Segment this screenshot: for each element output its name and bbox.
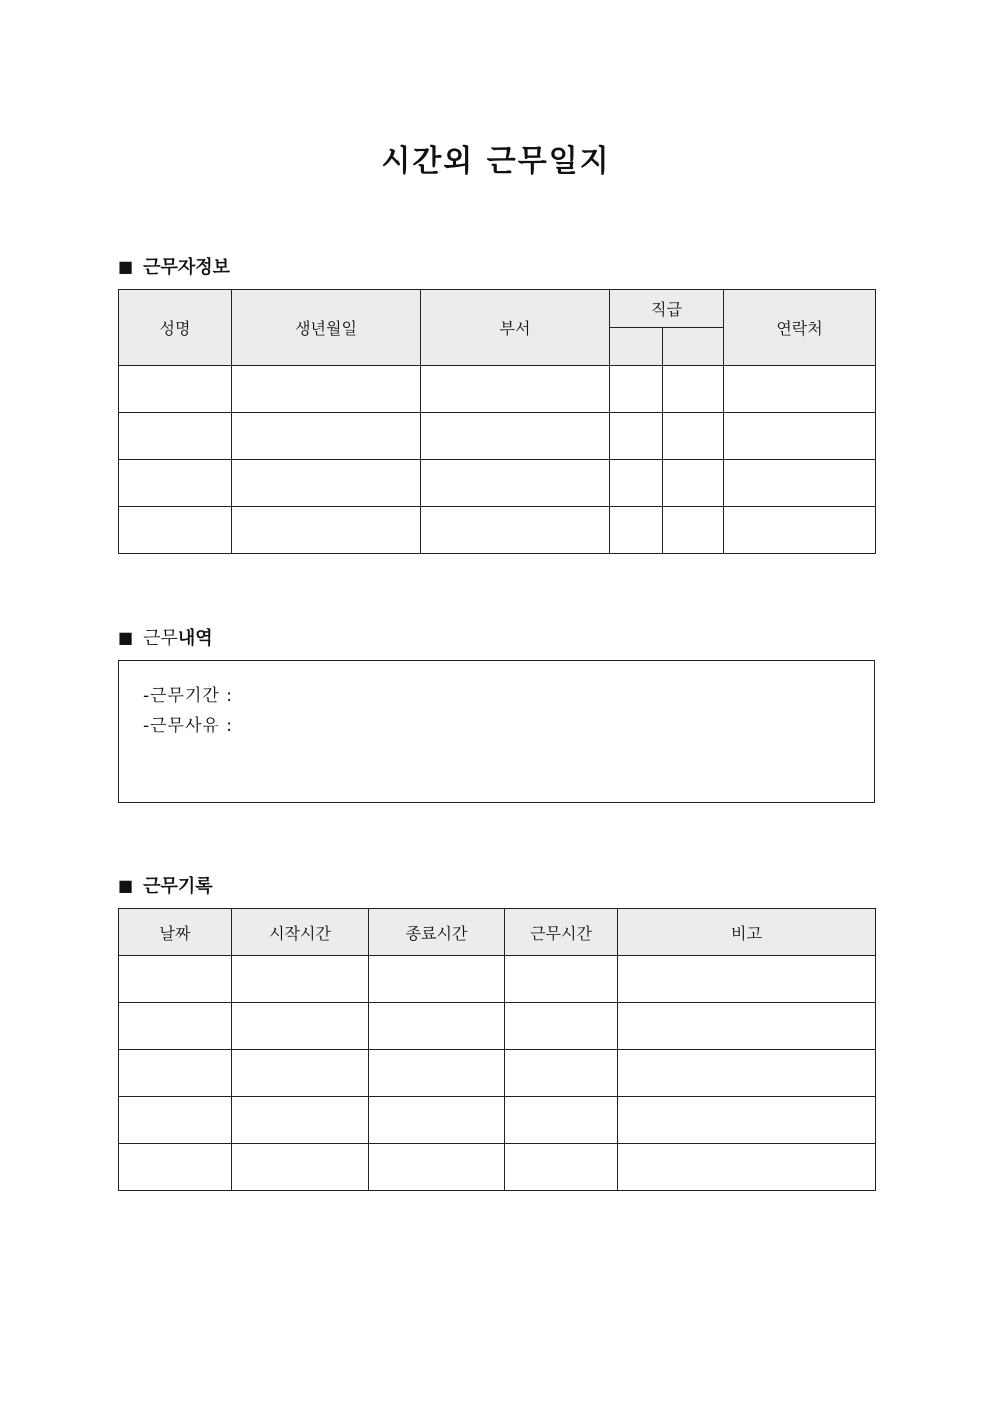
header-birth: 생년월일 <box>232 290 421 366</box>
table-row <box>119 1144 876 1191</box>
cell-input[interactable] <box>232 956 369 1003</box>
cell-input[interactable] <box>369 1144 505 1191</box>
header-contact: 연락처 <box>724 290 876 366</box>
cell-input[interactable] <box>505 1144 618 1191</box>
cell-input[interactable] <box>610 507 663 554</box>
section-heading-text-a: 근무 <box>143 628 178 649</box>
cell-input[interactable] <box>119 1097 232 1144</box>
cell-input[interactable] <box>724 413 876 460</box>
table-row <box>119 1003 876 1050</box>
cell-input[interactable] <box>369 956 505 1003</box>
section-heading-worker-info <box>118 253 230 279</box>
header-department: 부서 <box>421 290 610 366</box>
work-detail-box[interactable] <box>118 660 875 803</box>
section-heading-text: 근무자정보 <box>143 257 231 278</box>
cell-input[interactable] <box>663 366 724 413</box>
section-heading-work-detail <box>118 624 213 650</box>
cell-input[interactable] <box>119 507 232 554</box>
table-row <box>119 460 876 507</box>
cell-input[interactable] <box>724 366 876 413</box>
cell-input[interactable] <box>369 1050 505 1097</box>
cell-input[interactable] <box>232 1144 369 1191</box>
work-record-table <box>118 908 876 1191</box>
cell-input[interactable] <box>663 507 724 554</box>
cell-input[interactable] <box>663 460 724 507</box>
cell-input[interactable] <box>618 1003 876 1050</box>
cell-input[interactable] <box>618 956 876 1003</box>
work-reason-line: -근무사유 : <box>143 716 233 736</box>
cell-input[interactable] <box>119 1144 232 1191</box>
table-row <box>119 1097 876 1144</box>
cell-input[interactable] <box>610 460 663 507</box>
cell-input[interactable] <box>232 413 421 460</box>
cell-input[interactable] <box>724 507 876 554</box>
table-row <box>119 956 876 1003</box>
cell-input[interactable] <box>369 1097 505 1144</box>
cell-input[interactable] <box>618 1144 876 1191</box>
cell-input[interactable] <box>232 1003 369 1050</box>
cell-input[interactable] <box>119 413 232 460</box>
cell-input[interactable] <box>505 956 618 1003</box>
cell-input[interactable] <box>618 1097 876 1144</box>
table-row <box>119 366 876 413</box>
cell-input[interactable] <box>232 1097 369 1144</box>
worker-info-table <box>118 289 876 554</box>
header-position-sub-2 <box>663 328 724 366</box>
square-bullet-icon: ■ <box>118 875 134 895</box>
header-work-hours: 근무시간 <box>505 909 618 956</box>
section-heading-text: 근무기록 <box>143 876 213 897</box>
cell-input[interactable] <box>663 413 724 460</box>
cell-input[interactable] <box>724 460 876 507</box>
cell-input[interactable] <box>119 1003 232 1050</box>
cell-input[interactable] <box>232 366 421 413</box>
table-row <box>119 1050 876 1097</box>
table-row <box>119 507 876 554</box>
cell-input[interactable] <box>232 460 421 507</box>
square-bullet-icon: ■ <box>118 256 134 276</box>
cell-input[interactable] <box>232 507 421 554</box>
cell-input[interactable] <box>119 460 232 507</box>
header-remarks: 비고 <box>618 909 876 956</box>
header-end-time: 종료시간 <box>369 909 505 956</box>
cell-input[interactable] <box>421 507 610 554</box>
header-date: 날짜 <box>119 909 232 956</box>
work-period-line: -근무기간 : <box>143 686 233 706</box>
header-position: 직급 <box>610 290 724 328</box>
header-start-time: 시작시간 <box>232 909 369 956</box>
cell-input[interactable] <box>421 366 610 413</box>
cell-input[interactable] <box>119 956 232 1003</box>
cell-input[interactable] <box>232 1050 369 1097</box>
cell-input[interactable] <box>421 460 610 507</box>
header-position-sub-1 <box>610 328 663 366</box>
cell-input[interactable] <box>369 1003 505 1050</box>
cell-input[interactable] <box>119 366 232 413</box>
cell-input[interactable] <box>505 1050 618 1097</box>
square-bullet-icon: ■ <box>118 627 134 647</box>
cell-input[interactable] <box>119 1050 232 1097</box>
document-title: 시간외 근무일지 <box>381 144 611 179</box>
cell-input[interactable] <box>618 1050 876 1097</box>
table-row <box>119 413 876 460</box>
header-name: 성명 <box>119 290 232 366</box>
section-heading-text-b: 내역 <box>177 628 213 649</box>
cell-input[interactable] <box>505 1003 618 1050</box>
cell-input[interactable] <box>610 413 663 460</box>
section-heading-work-record <box>118 872 213 898</box>
cell-input[interactable] <box>610 366 663 413</box>
cell-input[interactable] <box>421 413 610 460</box>
cell-input[interactable] <box>505 1097 618 1144</box>
